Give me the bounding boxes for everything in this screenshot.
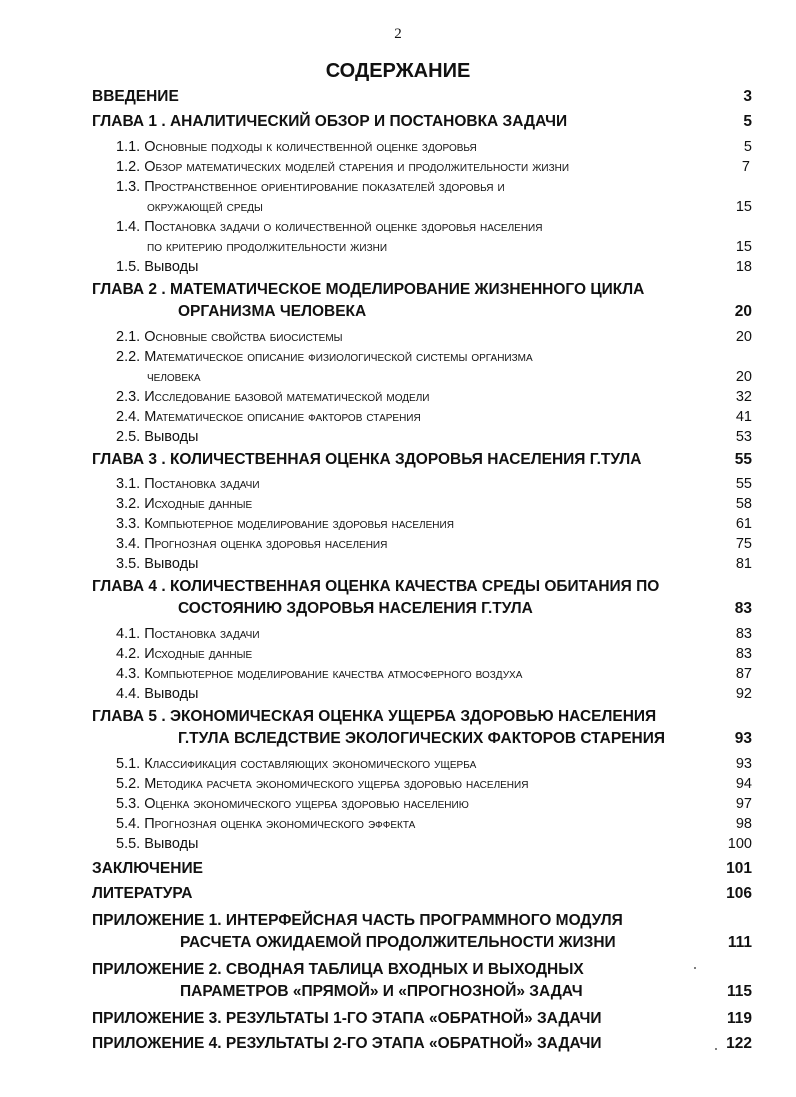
toc-entry-page: 41 [735, 409, 752, 425]
toc-entry-number: ГЛАВА 4 . [92, 578, 170, 595]
toc-entry-page: 15 [735, 239, 752, 255]
toc-entry-3-2[interactable] [0, 494, 796, 514]
toc-entry-introduction[interactable] [0, 86, 796, 108]
toc-entry-number: 2.5. [116, 429, 145, 445]
toc-entry-5-2[interactable] [0, 774, 796, 794]
toc-entry-title: Выводы [144, 686, 199, 702]
toc-entry-title: Математическое описание физиологической системы организма [144, 349, 533, 365]
toc-entry-page: 7 [741, 159, 750, 175]
toc-entry-number: ГЛАВА 3 . [92, 451, 170, 468]
toc-entry-title: МАТЕМАТИЧЕСКОЕ МОДЕЛИРОВАНИЕ ЖИЗНЕННОГО ЦИКЛА [169, 281, 645, 298]
toc-entry-appendix-4[interactable] [0, 1033, 796, 1055]
toc-entry-number: ГЛАВА 5 . [92, 708, 170, 725]
toc-entry-title: Оценка экономического ущерба здоровью населению [144, 796, 469, 812]
toc-entry-number: 2.4. [116, 409, 145, 425]
toc-entry-page: 53 [735, 429, 752, 445]
page-number: 2 [394, 26, 402, 42]
toc-entry-title: ИНТЕРФЕЙСНАЯ ЧАСТЬ ПРОГРАММНОГО МОДУЛЯ [225, 912, 623, 929]
toc-entry-title: Классификация составляющих экономического ущерба [144, 756, 477, 772]
toc-entry-page: 15 [735, 199, 752, 215]
toc-entry-page: 83 [735, 626, 752, 642]
toc-entry-1-1[interactable] [0, 137, 796, 157]
toc-entry-number: 2.3. [116, 389, 145, 405]
toc-entry-number: 5.2. [116, 776, 145, 792]
toc-entry-title: Прогнозная оценка здоровья населения [144, 536, 388, 552]
toc-entry-conclusion[interactable] [0, 858, 796, 880]
toc-entry-title: ЛИТЕРАТУРА [92, 885, 193, 902]
toc-entry-number: 3.1. [116, 476, 145, 492]
toc-entry-page: 93 [735, 756, 752, 772]
toc-entry-page: 18 [735, 259, 752, 275]
toc-entry-page: 5 [743, 113, 752, 130]
toc-entry-title: Математическое описание факторов старения [144, 409, 421, 425]
toc-entry-title: Выводы [144, 836, 199, 852]
toc-entry-title: КОЛИЧЕСТВЕННАЯ ОЦЕНКА КАЧЕСТВА СРЕДЫ ОБИТАНИЯ ПО [169, 578, 660, 595]
toc-entry-title: Компьютерное моделирование здоровья населения [144, 516, 454, 532]
toc-entry-literature[interactable] [0, 883, 796, 905]
toc-entry-page: 106 [726, 885, 752, 902]
toc-entry-page: 101 [726, 860, 752, 877]
page-title: СОДЕРЖАНИЕ [325, 60, 471, 82]
scan-speck [715, 1048, 717, 1050]
scan-speck [694, 967, 696, 969]
toc-entry-title-continued: РАСЧЕТА ОЖИДАЕМОЙ ПРОДОЛЖИТЕЛЬНОСТИ ЖИЗНИ [180, 934, 616, 951]
toc-entry-number: 1.2. [116, 159, 145, 175]
toc-entry-page: 122 [726, 1035, 752, 1052]
toc-entry-chapter-2[interactable] [0, 279, 796, 323]
toc-entry-1-4[interactable] [0, 217, 796, 257]
toc-entry-number: 3.5. [116, 556, 145, 572]
toc-entry-3-5[interactable] [0, 554, 796, 574]
toc-entry-page: 92 [735, 686, 752, 702]
toc-entry-title: Исходные данные [144, 646, 253, 662]
toc-entry-title: Компьютерное моделирование качества атмосферного воздуха [144, 666, 523, 682]
toc-entry-page: 115 [726, 983, 752, 1000]
toc-entry-title-continued: ОРГАНИЗМА ЧЕЛОВЕКА [178, 303, 367, 320]
toc-entry-title: Выводы [144, 556, 199, 572]
toc-entry-1-2[interactable] [0, 157, 796, 177]
toc-entry-2-1[interactable] [0, 327, 796, 347]
toc-entry-title: Постановка задачи о количественной оценке здоровья населения [144, 219, 543, 235]
toc-entry-number: 4.1. [116, 626, 145, 642]
toc-entry-page: 55 [734, 451, 752, 468]
toc-entry-page: 83 [735, 646, 752, 662]
toc-entry-page: 75 [735, 536, 752, 552]
toc-entry-title: ЭКОНОМИЧЕСКАЯ ОЦЕНКА УЩЕРБА ЗДОРОВЬЮ НАСЕЛЕНИЯ [169, 708, 657, 725]
toc-entry-2-3[interactable] [0, 387, 796, 407]
toc-entry-title: Основные подходы к количественной оценке здоровья [144, 139, 477, 155]
toc-entry-title: Обзор математических моделей старения и продолжительности жизни [144, 159, 570, 175]
toc-entry-number: 2.1. [116, 329, 145, 345]
toc-entry-page: 5 [743, 139, 752, 155]
toc-entry-title: Основные свойства биосистемы [144, 329, 343, 345]
toc-entry-title: РЕЗУЛЬТАТЫ 2-ГО ЭТАПА «ОБРАТНОЙ» ЗАДАЧИ [225, 1035, 602, 1052]
toc-entry-number: ПРИЛОЖЕНИЕ 4. [92, 1035, 226, 1052]
toc-entry-number: 5.3. [116, 796, 145, 812]
toc-entry-number: 1.3. [116, 179, 145, 195]
toc-entry-title: Исследование базовой математической модели [144, 389, 430, 405]
toc-entry-page: 61 [735, 516, 752, 532]
toc-entry-page: 55 [735, 476, 752, 492]
toc-entry-number: 1.4. [116, 219, 145, 235]
toc-entry-2-5[interactable] [0, 427, 796, 447]
toc-entry-title-continued: СОСТОЯНИЮ ЗДОРОВЬЯ НАСЕЛЕНИЯ Г.ТУЛА [178, 600, 533, 617]
toc-entry-page: 87 [735, 666, 752, 682]
toc-entry-title: АНАЛИТИЧЕСКИЙ ОБЗОР И ПОСТАНОВКА ЗАДАЧИ [169, 113, 568, 130]
toc-entry-title: Выводы [144, 429, 199, 445]
toc-entry-2-4[interactable] [0, 407, 796, 427]
toc-entry-2-2[interactable] [0, 347, 796, 387]
toc-entry-3-4[interactable] [0, 534, 796, 554]
toc-entry-3-3[interactable] [0, 514, 796, 534]
toc-entry-page: 58 [735, 496, 752, 512]
toc-entry-chapter-4[interactable] [0, 576, 796, 620]
toc-entry-5-5[interactable] [0, 834, 796, 854]
toc-entry-number: 3.2. [116, 496, 145, 512]
toc-entry-number: 4.2. [116, 646, 145, 662]
toc-entry-4-2[interactable] [0, 644, 796, 664]
toc-entry-page: 83 [734, 600, 752, 617]
toc-entry-appendix-3[interactable] [0, 1008, 796, 1030]
toc-entry-page: 98 [735, 816, 752, 832]
toc-entry-title: ВВЕДЕНИЕ [92, 88, 179, 105]
toc-entry-page: 20 [734, 303, 752, 320]
toc-entry-number: ГЛАВА 1 . [92, 113, 170, 130]
toc-entry-4-3[interactable] [0, 664, 796, 684]
toc-entry-page: 81 [735, 556, 752, 572]
toc-entry-number: 4.3. [116, 666, 145, 682]
toc-entry-number: ПРИЛОЖЕНИЕ 3. [92, 1010, 226, 1027]
toc-entry-number: 5.1. [116, 756, 145, 772]
toc-entry-number: ПРИЛОЖЕНИЕ 2. [92, 961, 226, 978]
toc-entry-title: Исходные данные [144, 496, 253, 512]
table-of-contents [0, 86, 796, 1055]
toc-entry-1-5[interactable] [0, 257, 796, 277]
toc-entry-title: РЕЗУЛЬТАТЫ 1-ГО ЭТАПА «ОБРАТНОЙ» ЗАДАЧИ [225, 1010, 602, 1027]
toc-entry-title: Постановка задачи [144, 626, 260, 642]
toc-entry-title: Выводы [144, 259, 199, 275]
toc-entry-4-1[interactable] [0, 624, 796, 644]
toc-entry-5-4[interactable] [0, 814, 796, 834]
toc-entry-number: 5.5. [116, 836, 145, 852]
toc-entry-appendix-2[interactable] [0, 959, 796, 1003]
toc-entry-page: 32 [735, 389, 752, 405]
toc-entry-page: 100 [727, 836, 752, 852]
toc-entry-title: Пространственное ориентирование показателей здоровья и [144, 179, 505, 195]
toc-entry-number: 4.4. [116, 686, 145, 702]
toc-entry-chapter-3[interactable] [0, 449, 796, 471]
toc-entry-appendix-1[interactable] [0, 910, 796, 954]
toc-entry-title-continued: по критерию продолжительности жизни [147, 239, 388, 255]
toc-entry-number: 1.5. [116, 259, 145, 275]
toc-entry-page: 20 [735, 329, 752, 345]
toc-entry-page: 97 [735, 796, 752, 812]
toc-entry-title: Методика расчета экономического ущерба здоровью населения [144, 776, 529, 792]
toc-entry-title: СВОДНАЯ ТАБЛИЦА ВХОДНЫХ И ВЫХОДНЫХ [225, 961, 584, 978]
toc-entry-page: 93 [734, 730, 752, 747]
toc-entry-title: Постановка задачи [144, 476, 260, 492]
toc-entry-4-4[interactable] [0, 684, 796, 704]
toc-entry-title-continued: человека [147, 369, 201, 385]
toc-entry-5-3[interactable] [0, 794, 796, 814]
toc-entry-number: ГЛАВА 2 . [92, 281, 170, 298]
toc-entry-number: 2.2. [116, 349, 145, 365]
toc-entry-page: 20 [735, 369, 752, 385]
toc-entry-number: ПРИЛОЖЕНИЕ 1. [92, 912, 226, 929]
toc-entry-page: 94 [735, 776, 752, 792]
toc-entry-title: ЗАКЛЮЧЕНИЕ [92, 860, 203, 877]
toc-entry-page: 3 [743, 88, 752, 105]
toc-entry-number: 1.1. [116, 139, 145, 155]
toc-entry-chapter-1[interactable] [0, 111, 796, 133]
toc-entry-title-continued: окружающей среды [147, 199, 263, 215]
toc-entry-3-1[interactable] [0, 474, 796, 494]
toc-entry-number: 3.3. [116, 516, 145, 532]
toc-entry-title-continued: Г.ТУЛА ВСЛЕДСТВИЕ ЭКОЛОГИЧЕСКИХ ФАКТОРОВ СТАРЕНИЯ [178, 730, 666, 747]
toc-entry-chapter-5[interactable] [0, 706, 796, 750]
toc-entry-number: 5.4. [116, 816, 145, 832]
toc-entry-5-1[interactable] [0, 754, 796, 774]
toc-entry-title: Прогнозная оценка экономического эффекта [144, 816, 416, 832]
toc-entry-1-3[interactable] [0, 177, 796, 217]
toc-entry-page: 111 [727, 934, 752, 951]
toc-entry-page: 119 [726, 1010, 752, 1027]
toc-entry-title-continued: ПАРАМЕТРОВ «ПРЯМОЙ» И «ПРОГНОЗНОЙ» ЗАДАЧ [180, 983, 583, 1000]
toc-entry-number: 3.4. [116, 536, 145, 552]
toc-entry-title: КОЛИЧЕСТВЕННАЯ ОЦЕНКА ЗДОРОВЬЯ НАСЕЛЕНИЯ Г.ТУЛА [169, 451, 642, 468]
